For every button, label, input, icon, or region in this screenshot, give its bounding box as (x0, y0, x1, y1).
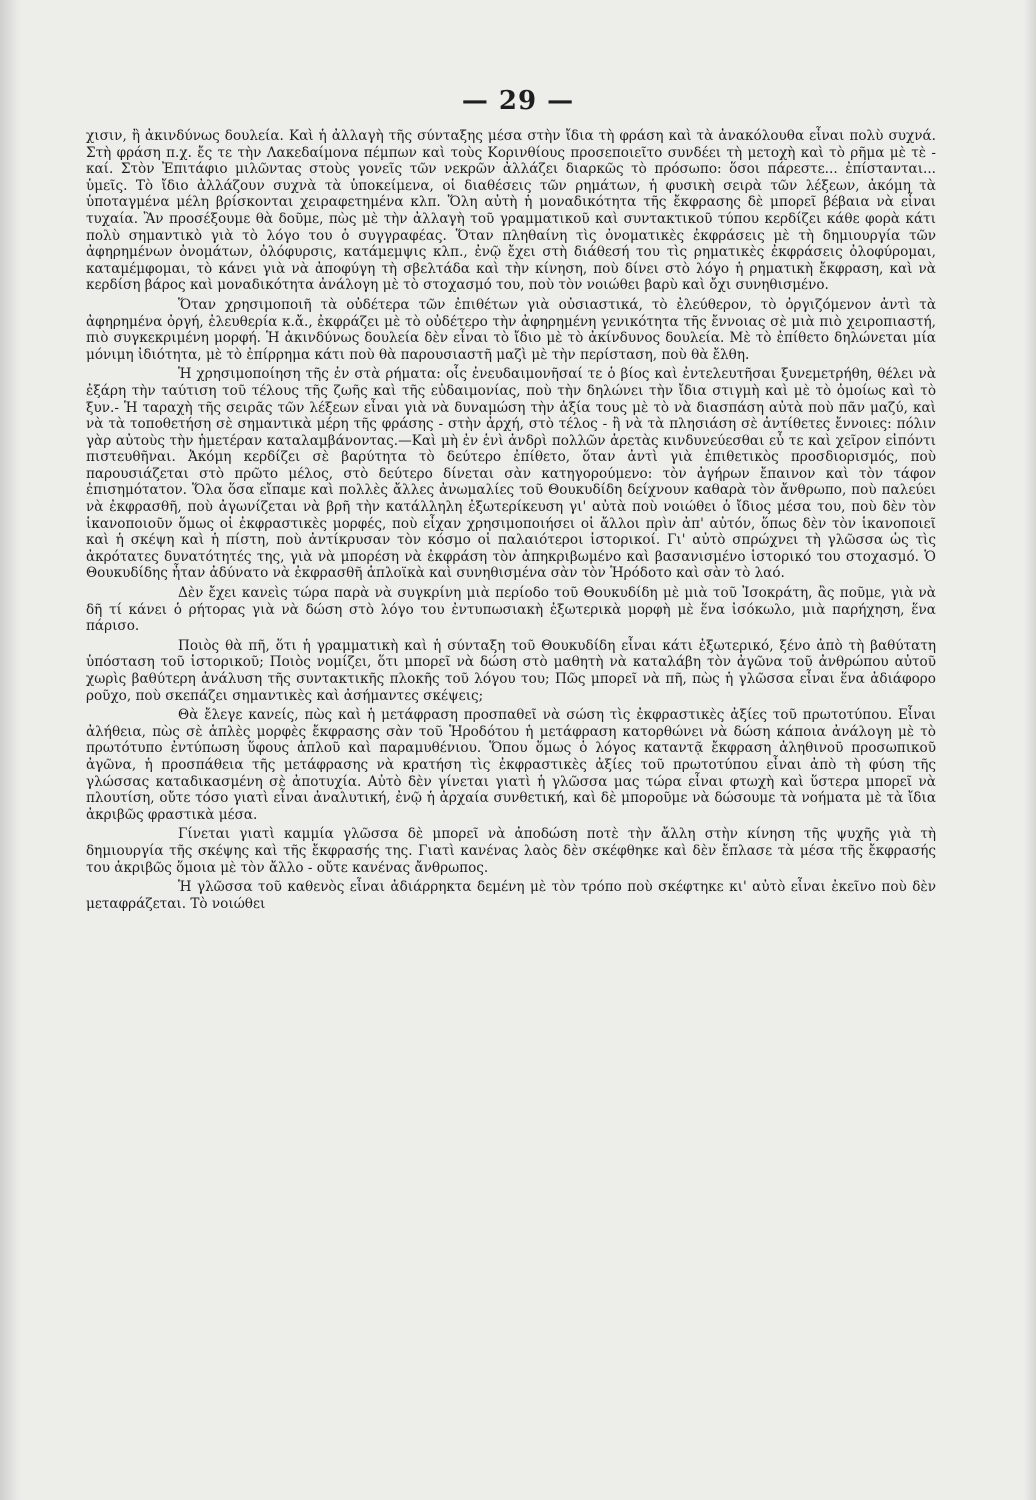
paragraph: Ἡ γλῶσσα τοῦ καθενὸς εἶναι ἀδιάρρηκτα δεμένη μὲ τὸν τρόπο ποὺ σκέφτηκε κι' αὐτὸ εἶναι ἐκεῖνο ποὺ δὲν μεταφράζεται. Τὸ νοιώθει (86, 879, 936, 912)
paragraph: Ἡ χρησιμοποίηση τῆς ἐν στὰ ρήματα: οἷς ἐνευδαιμονῆσαί τε ὁ βίος καὶ ἐντελευτῆσαι ξυνεμετρήθη, θέλει νὰ ἐξάρη τὴν ταύτιση τοῦ τέλους τῆς ζωῆς καὶ τῆς εὐδαιμονίας, ποὺ τὴν δηλώνει τὴν ἴδια στιγμὴ καὶ μὲ τὸ ὁμοίως καὶ τὸ ξυν.- Ἡ ταραχὴ τῆς σειρᾶς τῶν λέξεων εἶναι γιὰ νὰ δυναμώση τὴν ἀξία τους μὲ τὸ νὰ διασπάση αὐτὰ ποὺ πᾶν μαζύ, καὶ νὰ τὰ τοποθετήση σὲ σημαντικὰ μέρη τῆς φράσης - στὴν ἀρχή, στὸ τέλος - ἢ νὰ τὰ πλησιάση σὲ ἀντίθετες ἔννοιες: πόλιν γὰρ αὐτοὺς τὴν ἡμετέραν καταλαμβάνοντας.—Καὶ μὴ ἐν ἑνὶ ἀνδρὶ πολλῶν ἀρετὰς κινδυνεύεσθαι εὖ τε καὶ χεῖρον εἰπόντι πιστευθῆναι. Ἀκόμη κερδίζει σὲ βαρύτητα τὸ δεύτερο ἐπίθετο, ὅταν ἀντὶ γιὰ ἐπιθετικὸς προσδιορισμός, ποὺ παρουσιάζεται στὸ πρῶτο μέλος, στὸ δεύτερο δίνεται σὰν κατηγορούμενο: τὸν ἀγήρων ἔπαινον καὶ τὸν τάφον ἐπισημότατον. Ὅλα ὅσα εἴπαμε καὶ πολλὲς ἄλλες ἀνωμαλίες τοῦ Θουκυδίδη δείχνουν καθαρὰ τὸν ἄνθρωπο, ποὺ παλεύει νὰ ἐκφρασθῆ, ποὺ ἀγωνίζεται νὰ βρῆ τὴν κατάλληλη ἐξωτερίκευση γι' αὐτὰ ποὺ νοιώθει ὁ ἴδιος μέσα του, ποὺ δὲν τὸν ἱκανοποιοῦν ὅμως οἱ ἐκφραστικὲς μορφές, ποὺ εἶχαν χρησιμοποιήσει οἱ ἄλλοι πρὶν ἀπ' αὐτόν, ὅπως δὲν τὸν ἱκανοποιεῖ καὶ ἡ σκέψη καὶ ἡ πίστη, ποὺ ἀντίκρυσαν τὸν κόσμο οἱ παλαιότεροι ἱστορικοί. Γι' αὐτὸ σπρώχνει τὴ γλῶσσα ὡς τὶς ἀκρότατες δυνατότητές της, γιὰ νὰ μπορέση νὰ ἐκφράση τὸν ἀπηκριβωμένο καὶ βασανισμένο ἱστορικό του στοχασμό. Ὁ Θουκυδίδης ἦταν ἀδύνατο νὰ ἐκφρασθῆ ἁπλοϊκὰ καὶ συνηθισμένα σὰν τὸν Ἡρόδοτο καὶ σὰν τὸ λαό. (86, 366, 936, 582)
paragraph: Ὅταν χρησιμοποιῆ τὰ οὐδέτερα τῶν ἐπιθέτων γιὰ οὐσιαστικά, τὸ ἐλεύθερον, τὸ ὀργιζόμενον ἀντὶ τὰ ἀφηρημένα ὀργή, ἐλευθερία κ.ἄ., ἐκφράζει μὲ τὸ οὐδέτερο τὴν ἀφηρημένη γενικότητα τῆς ἔννοιας σὲ μιὰ πιὸ χειροπιαστή, πιὸ συγκεκριμένη μορφή. Ἡ ἀκινδύνως δουλεία δὲν εἶναι τὸ ἴδιο μὲ τὸ ἀκίνδυνος δουλεία. Μὲ τὸ ἐπίθετο δηλώνεται μία μόνιμη ἰδιότητα, μὲ τὸ ἐπίρρημα κάτι ποὺ θὰ παρουσιαστῆ μαζὶ μὲ τὴν περίσταση, ποὺ θὰ ἔλθη. (86, 296, 936, 363)
page-left-edge-shadow (0, 0, 20, 1500)
paragraph: Ποιὸς θὰ πῆ, ὅτι ἡ γραμματικὴ καὶ ἡ σύνταξη τοῦ Θουκυδίδη εἶναι κάτι ἐξωτερικό, ξένο ἀπὸ τὴ βαθύτατη ὑπόσταση τοῦ ἱστορικοῦ; Ποιὸς νομίζει, ὅτι μπορεῖ νὰ δώση στὸ μαθητὴ νὰ καταλάβη τὸν ἀγῶνα τοῦ ἀνθρώπου αὐτοῦ χωρὶς βαθύτερη ἀνάλυση τῆς συντακτικῆς πλοκῆς τοῦ λόγου του; Πῶς μπορεῖ νὰ πῆ, πὼς ἡ γλῶσσα εἶναι ἕνα ἀδιάφορο ροῦχο, ποὺ σκεπάζει σημαντικὲς καὶ ἀσήμαντες σκέψεις; (86, 637, 936, 704)
paragraph: Δὲν ἔχει κανεὶς τώρα παρὰ νὰ συγκρίνη μιὰ περίοδο τοῦ Θουκυδίδη μὲ μιὰ τοῦ Ἰσοκράτη, ἂς ποῦμε, γιὰ νὰ δῆ τί κάνει ὁ ρήτορας γιὰ νὰ δώση στὸ λόγο του ἐντυπωσιακὴ ἐξωτερικὰ μορφὴ μὲ ἕνα ἰσόκωλο, μιὰ παρήχηση, ἕνα πάρισο. (86, 585, 936, 635)
paragraph: Θὰ ἔλεγε κανείς, πὼς καὶ ἡ μετάφραση προσπαθεῖ νὰ σώση τὶς ἐκφραστικὲς ἀξίες τοῦ πρωτοτύπου. Εἶναι ἀλήθεια, πὼς σὲ ἁπλὲς μορφὲς ἔκφρασης σὰν τοῦ Ἡροδότου ἡ μετάφραση κατορθώνει νὰ δώση κάποια ἀνάλογη μὲ τὸ πρωτότυπο ἐντύπωση ὕφους ἁπλοῦ καὶ παραμυθένιου. Ὅπου ὅμως ὁ λόγος καταντᾷ ἔκφραση ἀληθινοῦ προσωπικοῦ ἀγῶνα, ἡ προσπάθεια τῆς μετάφρασης νὰ κρατήση τὶς ἐκφραστικὲς ἀξίες τοῦ πρωτοτύπου εἶναι ἀπὸ τὴ φύση τῆς γλώσσας καταδικασμένη σὲ ἀποτυχία. Αὐτὸ δὲν γίνεται γιατὶ ἡ γλῶσσα μας τώρα εἶναι φτωχὴ καὶ ὕστερα μπορεῖ νὰ πλουτίση, οὔτε τόσο γιατὶ εἶναι ἀναλυτική, ἐνῷ ἡ ἀρχαία συνθετική, καὶ δὲ μποροῦμε νὰ δώσουμε τὰ νοήματα μὲ τὰ ἴδια ἀκριβῶς φραστικὰ μέσα. (86, 707, 936, 823)
paragraph: Γίνεται γιατὶ καμμία γλῶσσα δὲ μπορεῖ νὰ ἀποδώση ποτὲ τὴν ἄλλη στὴν κίνηση τῆς ψυχῆς γιὰ τὴ δημιουργία τῆς σκέψης καὶ τῆς ἔκφρασής της. Γιατὶ κανένας λαὸς δὲν σκέφθηκε καὶ δὲν ἔπλασε τὰ μέσα τῆς ἔκφρασής του ἀκριβῶς ὅμοια μὲ τὸν ἄλλο - οὔτε κανένας ἄνθρωπος. (86, 826, 936, 876)
page-right-edge-shadow (1024, 0, 1036, 1500)
body-text (86, 128, 936, 915)
page-number: — 29 — (461, 86, 575, 116)
paragraph: χισιν, ἢ ἀκινδύνως δουλεία. Καὶ ἡ ἀλλαγὴ τῆς σύνταξης μέσα στὴν ἴδια τὴ φράση καὶ τὰ ἀνακόλουθα εἶναι πολὺ συχνά. Στὴ φράση π.χ. ἔς τε τὴν Λακεδαίμονα πέμπων καὶ τοὺς Κορινθίους προσεποιεῖτο συνδέει τὴ μετοχὴ καὶ τὸ ρῆμα μὲ τὲ - καί. Στὸν Ἐπιτάφιο μιλῶντας στοὺς γονεῖς τῶν νεκρῶν ἀλλάζει διαρκῶς τὸ πρόσωπο: ὅσοι πάρεστε... ἐπίστανται... ὑμεῖς. Τὸ ἴδιο ἀλλάζουν συχνὰ τὰ ὑποκείμενα, οἱ διαθέσεις τῶν ρημάτων, ἡ φυσικὴ σειρὰ τῶν λέξεων, ἀκόμη τὰ ὑποταγμένα μέλη βρίσκονται χειραφετημένα κλπ. Ὅλη αὐτὴ ἡ μοναδικότητα τῆς ἔκφρασης δὲ μπορεῖ βέβαια νὰ εἶναι τυχαία. Ἂν προσέξουμε θὰ δοῦμε, πὼς μὲ τὴν ἀλλαγὴ τοῦ γραμματικοῦ καὶ συντακτικοῦ τύπου κερδίζει κάθε φορὰ κάτι πολὺ σημαντικὸ γιὰ τὸ λόγο του ὁ συγγραφέας. Ὅταν πληθαίνη τὶς ὀνοματικὲς ἐκφράσεις μὲ τὴ δημιουργία τῶν ἀφηρημένων ὀνομάτων, ὀλόφυρσις, κατάμεμψις κλπ., ἐνῷ ἔχει στὴ διάθεσή του τὶς ρηματικὲς ἐκφράσεις ὀλοφύρομαι, καταμέμφομαι, τὸ κάνει γιὰ νὰ ἀποφύγη τὴ σβελτάδα καὶ τὴν κίνηση, ποὺ δίνει στὸ λόγο ἡ ρηματικὴ ἔκφραση, καὶ νὰ κερδίση βάρος καὶ μοναδικότητα ἀνάλογη μὲ τὸ στοχασμό του, ποὺ τὸν νοιώθει βαρὺ καὶ ὄχι συνηθισμένο. (86, 128, 936, 294)
